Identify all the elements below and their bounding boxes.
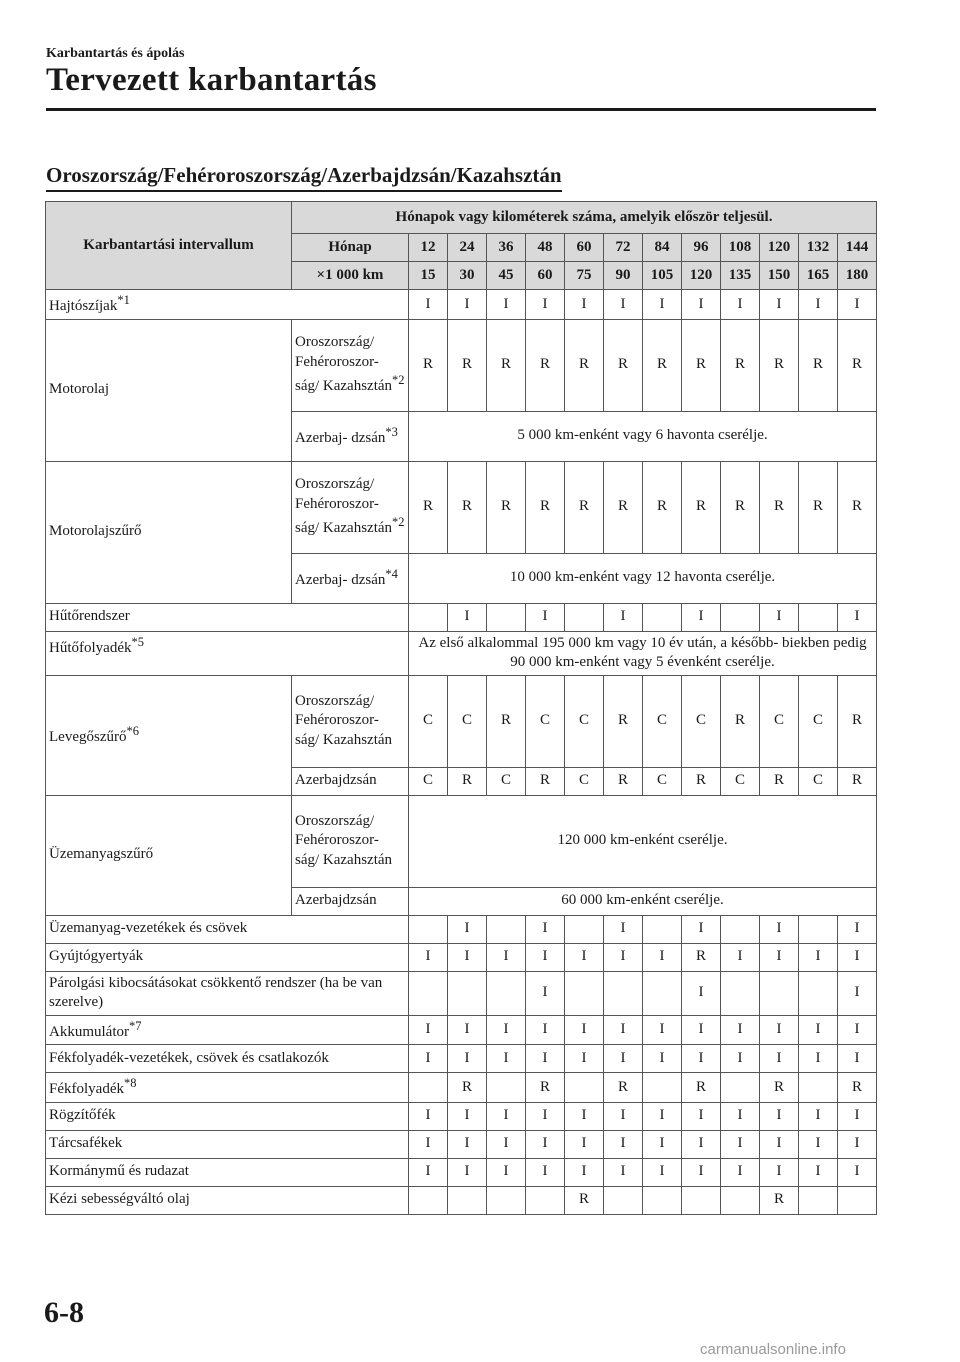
mark-cell: [721, 971, 760, 1015]
mark-cell: [799, 603, 838, 631]
mark-cell: I: [565, 1015, 604, 1045]
km-cell: 150: [760, 262, 799, 290]
mark-cell: I: [526, 943, 565, 971]
page-number: 6-8: [44, 1296, 84, 1329]
mark-cell: [526, 1186, 565, 1214]
interval-note: 60 000 km-enként cserélje.: [409, 887, 877, 915]
mark-cell: I: [799, 1045, 838, 1073]
mark-cell: R: [409, 319, 448, 411]
mark-cell: R: [487, 675, 526, 767]
mark-cell: I: [838, 1102, 877, 1130]
mark-cell: R: [448, 319, 487, 411]
table-row: [46, 603, 877, 631]
mark-cell: R: [682, 1073, 721, 1103]
mark-cell: R: [565, 319, 604, 411]
mark-cell: I: [409, 1130, 448, 1158]
km-cell: 180: [838, 262, 877, 290]
table-row: [46, 1158, 877, 1186]
mark-cell: [799, 1073, 838, 1103]
mark-cell: I: [643, 1045, 682, 1073]
mark-cell: I: [448, 1015, 487, 1045]
mark-cell: I: [838, 915, 877, 943]
mark-cell: I: [526, 1045, 565, 1073]
item-label: Motorolajszűrő: [46, 461, 292, 603]
table-row: [46, 795, 877, 887]
mark-cell: I: [721, 1130, 760, 1158]
mark-cell: [721, 603, 760, 631]
mark-cell: I: [409, 943, 448, 971]
mark-cell: I: [721, 1158, 760, 1186]
mark-cell: C: [448, 675, 487, 767]
item-label: Párolgási kibocsátásokat csökkentő rendszer (ha be van szerelve): [46, 971, 409, 1015]
mark-cell: R: [604, 767, 643, 795]
mark-cell: [643, 915, 682, 943]
mark-cell: I: [409, 1158, 448, 1186]
title-rule: [46, 108, 876, 111]
mark-cell: I: [526, 290, 565, 320]
mark-cell: R: [682, 319, 721, 411]
month-cell: 72: [604, 234, 643, 262]
mark-cell: I: [799, 290, 838, 320]
mark-cell: I: [721, 290, 760, 320]
item-label: Hajtószíjak$^{*1}$: [46, 290, 409, 320]
mark-cell: [409, 971, 448, 1015]
mark-cell: R: [721, 319, 760, 411]
mark-cell: R: [799, 319, 838, 411]
mark-cell: [643, 1073, 682, 1103]
mark-cell: [487, 971, 526, 1015]
item-label: Kézi sebességváltó olaj: [46, 1186, 409, 1214]
mark-cell: [565, 1073, 604, 1103]
mark-cell: I: [799, 1158, 838, 1186]
mark-cell: I: [448, 915, 487, 943]
km-cell: 45: [487, 262, 526, 290]
mark-cell: I: [682, 603, 721, 631]
mark-cell: I: [643, 290, 682, 320]
mark-cell: I: [760, 1015, 799, 1045]
mark-cell: I: [838, 943, 877, 971]
mark-cell: I: [409, 1015, 448, 1045]
mark-cell: [565, 971, 604, 1015]
km-cell: 135: [721, 262, 760, 290]
mark-cell: C: [409, 767, 448, 795]
mark-cell: R: [526, 319, 565, 411]
region-title: Oroszország/Fehéroroszország/Azerbajdzsán/Kazahsztán: [46, 163, 562, 192]
mark-cell: [565, 603, 604, 631]
mark-cell: R: [682, 943, 721, 971]
mark-cell: I: [487, 1015, 526, 1045]
interval-note: 10 000 km-enként vagy 12 havonta cserélje.: [409, 553, 877, 603]
mark-cell: R: [565, 461, 604, 553]
mark-cell: I: [604, 603, 643, 631]
table-row: [46, 1073, 877, 1103]
table-row: [46, 971, 877, 1015]
item-label: Tárcsafékek: [46, 1130, 409, 1158]
table-row: [46, 1186, 877, 1214]
mark-cell: [838, 1186, 877, 1214]
header-row-1: [46, 202, 877, 234]
sub-label: Azerbajdzsán: [292, 887, 409, 915]
mark-cell: [682, 1186, 721, 1214]
mark-cell: [409, 1186, 448, 1214]
mark-cell: I: [682, 915, 721, 943]
mark-cell: I: [487, 290, 526, 320]
mark-cell: C: [409, 675, 448, 767]
mark-cell: I: [487, 1045, 526, 1073]
mark-cell: I: [448, 943, 487, 971]
mark-cell: I: [604, 1045, 643, 1073]
mark-cell: [487, 603, 526, 631]
month-label: Hónap: [292, 234, 409, 262]
mark-cell: R: [760, 1186, 799, 1214]
km-cell: 90: [604, 262, 643, 290]
mark-cell: I: [448, 290, 487, 320]
mark-cell: R: [760, 461, 799, 553]
item-label: Fékfolyadék$^{*8}$: [46, 1073, 409, 1103]
section-label: Karbantartás és ápolás: [46, 46, 185, 61]
mark-cell: [604, 1186, 643, 1214]
mark-cell: I: [760, 1102, 799, 1130]
km-cell: 30: [448, 262, 487, 290]
mark-cell: I: [682, 1158, 721, 1186]
mark-cell: R: [838, 319, 877, 411]
mark-cell: I: [448, 1158, 487, 1186]
mark-cell: C: [565, 767, 604, 795]
mark-cell: [721, 1073, 760, 1103]
mark-cell: I: [838, 1130, 877, 1158]
mark-cell: R: [526, 1073, 565, 1103]
mark-cell: I: [604, 290, 643, 320]
mark-cell: I: [799, 1130, 838, 1158]
item-label: Kormánymű és rudazat: [46, 1158, 409, 1186]
item-label: Gyújtógyertyák: [46, 943, 409, 971]
mark-cell: [487, 1073, 526, 1103]
mark-cell: I: [682, 1102, 721, 1130]
month-cell: 12: [409, 234, 448, 262]
mark-cell: I: [526, 1015, 565, 1045]
mark-cell: I: [526, 1130, 565, 1158]
mark-cell: I: [682, 1015, 721, 1045]
mark-cell: [487, 1186, 526, 1214]
mark-cell: I: [721, 1015, 760, 1045]
item-label: Motorolaj: [46, 319, 292, 461]
table-row: [46, 1130, 877, 1158]
mark-cell: I: [409, 1045, 448, 1073]
mark-cell: I: [565, 1158, 604, 1186]
mark-cell: C: [487, 767, 526, 795]
mark-cell: R: [526, 461, 565, 553]
mark-cell: I: [643, 1102, 682, 1130]
mark-cell: I: [838, 603, 877, 631]
mark-cell: R: [604, 675, 643, 767]
mark-cell: I: [760, 603, 799, 631]
table-row: [46, 290, 877, 320]
mark-cell: R: [682, 461, 721, 553]
km-cell: 165: [799, 262, 838, 290]
mark-cell: [643, 1186, 682, 1214]
mark-cell: I: [682, 1130, 721, 1158]
mark-cell: C: [643, 767, 682, 795]
interval-note: 5 000 km-enként vagy 6 havonta cserélje.: [409, 411, 877, 461]
page-title: Tervezett karbantartás: [46, 62, 377, 98]
month-cell: 120: [760, 234, 799, 262]
mark-cell: R: [799, 461, 838, 553]
mark-cell: I: [838, 1015, 877, 1045]
mark-cell: R: [838, 1073, 877, 1103]
mark-cell: I: [604, 1130, 643, 1158]
sub-label: Azerbajdzsán: [292, 767, 409, 795]
mark-cell: R: [721, 675, 760, 767]
sub-label: Azerbaj- dzsán$^{*4}$: [292, 553, 409, 603]
month-cell: 36: [487, 234, 526, 262]
table-row: [46, 461, 877, 553]
mark-cell: I: [526, 915, 565, 943]
mark-cell: R: [721, 461, 760, 553]
table-row: [46, 943, 877, 971]
mark-cell: I: [721, 943, 760, 971]
km-label: ×1 000 km: [292, 262, 409, 290]
item-label: Akkumulátor$^{*7}$: [46, 1015, 409, 1045]
item-label: Hűtőfolyadék$^{*5}$: [46, 631, 409, 675]
mark-cell: I: [643, 1158, 682, 1186]
mark-cell: R: [838, 767, 877, 795]
mark-cell: C: [760, 675, 799, 767]
mark-cell: I: [760, 1045, 799, 1073]
mark-cell: R: [604, 461, 643, 553]
mark-cell: I: [760, 1158, 799, 1186]
mark-cell: C: [721, 767, 760, 795]
mark-cell: [721, 915, 760, 943]
mark-cell: I: [838, 1158, 877, 1186]
mark-cell: R: [448, 461, 487, 553]
sub-label: Oroszország/ Fehéroroszor- ság/ Kazahsztán$^{*2}$: [292, 319, 409, 411]
item-label: Levegőszűrő$^{*6}$: [46, 675, 292, 795]
month-cell: 144: [838, 234, 877, 262]
mark-cell: R: [604, 319, 643, 411]
mark-cell: [409, 1073, 448, 1103]
mark-cell: I: [799, 1102, 838, 1130]
table-row: [46, 915, 877, 943]
km-cell: 75: [565, 262, 604, 290]
sub-label: Oroszország/ Fehéroroszor- ság/ Kazahsztán: [292, 675, 409, 767]
mark-cell: [643, 603, 682, 631]
mark-cell: I: [487, 1102, 526, 1130]
sub-label: Oroszország/ Fehéroroszor- ság/ Kazahsztán$^{*2}$: [292, 461, 409, 553]
mark-cell: [760, 971, 799, 1015]
mark-cell: [604, 971, 643, 1015]
mark-cell: R: [526, 767, 565, 795]
mark-cell: I: [409, 290, 448, 320]
mark-cell: I: [448, 1130, 487, 1158]
mark-cell: I: [565, 1045, 604, 1073]
sub-label: Oroszország/ Fehéroroszor- ság/ Kazahsztán: [292, 795, 409, 887]
mark-cell: I: [682, 1045, 721, 1073]
mark-cell: I: [526, 603, 565, 631]
mark-cell: I: [643, 1015, 682, 1045]
km-cell: 120: [682, 262, 721, 290]
table-row: [46, 675, 877, 767]
mark-cell: [448, 971, 487, 1015]
km-cell: 60: [526, 262, 565, 290]
mark-cell: I: [487, 1130, 526, 1158]
mark-cell: [565, 915, 604, 943]
interval-note: Az első alkalommal 195 000 km vagy 10 év után, a később- biekben pedig 90 000 km-enként vagy 5 évenként cserélje.: [409, 631, 877, 675]
mark-cell: I: [565, 290, 604, 320]
mark-cell: R: [838, 461, 877, 553]
interval-header: Karbantartási intervallum: [46, 202, 292, 290]
table-row: [46, 1045, 877, 1073]
mark-cell: R: [487, 461, 526, 553]
mark-cell: I: [799, 1015, 838, 1045]
mark-cell: I: [526, 1102, 565, 1130]
item-label: Üzemanyag-vezetékek és csövek: [46, 915, 409, 943]
mark-cell: I: [565, 943, 604, 971]
mark-cell: R: [448, 767, 487, 795]
mark-cell: R: [838, 675, 877, 767]
km-cell: 105: [643, 262, 682, 290]
month-cell: 60: [565, 234, 604, 262]
mark-cell: I: [526, 1158, 565, 1186]
mark-cell: R: [448, 1073, 487, 1103]
mark-cell: I: [604, 1158, 643, 1186]
mark-cell: C: [799, 767, 838, 795]
month-cell: 24: [448, 234, 487, 262]
mark-cell: C: [526, 675, 565, 767]
mark-cell: R: [760, 319, 799, 411]
mark-cell: I: [604, 915, 643, 943]
mark-cell: R: [565, 1186, 604, 1214]
table-row: [46, 1102, 877, 1130]
mark-cell: I: [526, 971, 565, 1015]
mark-cell: I: [565, 1130, 604, 1158]
mark-cell: I: [409, 1102, 448, 1130]
mark-cell: R: [643, 319, 682, 411]
mark-cell: I: [487, 1158, 526, 1186]
mark-cell: C: [643, 675, 682, 767]
month-cell: 48: [526, 234, 565, 262]
mark-cell: C: [682, 675, 721, 767]
item-label: Fékfolyadék-vezetékek, csövek és csatlakozók: [46, 1045, 409, 1073]
mark-cell: R: [682, 767, 721, 795]
mark-cell: I: [760, 290, 799, 320]
mark-cell: I: [565, 1102, 604, 1130]
mark-cell: I: [448, 603, 487, 631]
mark-cell: [409, 603, 448, 631]
mark-cell: R: [760, 767, 799, 795]
maintenance-schedule-table: [45, 201, 877, 1215]
mark-cell: I: [682, 971, 721, 1015]
mark-cell: C: [799, 675, 838, 767]
mark-cell: [799, 971, 838, 1015]
item-label: Hűtőrendszer: [46, 603, 409, 631]
month-cell: 108: [721, 234, 760, 262]
mark-cell: I: [799, 943, 838, 971]
mark-cell: I: [604, 1102, 643, 1130]
month-cell: 132: [799, 234, 838, 262]
mark-cell: [643, 971, 682, 1015]
mark-cell: I: [448, 1102, 487, 1130]
mark-cell: I: [448, 1045, 487, 1073]
mark-cell: I: [487, 943, 526, 971]
table-row: [46, 631, 877, 675]
mark-cell: C: [565, 675, 604, 767]
month-cell: 84: [643, 234, 682, 262]
table-row: [46, 1015, 877, 1045]
month-cell: 96: [682, 234, 721, 262]
mark-cell: I: [682, 290, 721, 320]
watermark: carmanualsonline.info: [700, 1341, 846, 1358]
mark-cell: [448, 1186, 487, 1214]
mark-cell: R: [487, 319, 526, 411]
mark-cell: R: [643, 461, 682, 553]
mark-cell: I: [760, 1130, 799, 1158]
mark-cell: I: [643, 943, 682, 971]
mark-cell: [409, 915, 448, 943]
interval-note: 120 000 km-enként cserélje.: [409, 795, 877, 887]
mark-cell: I: [760, 943, 799, 971]
mark-cell: I: [838, 971, 877, 1015]
mark-cell: [799, 1186, 838, 1214]
mark-cell: R: [409, 461, 448, 553]
item-label: Rögzítőfék: [46, 1102, 409, 1130]
mark-cell: I: [604, 943, 643, 971]
mark-cell: I: [604, 1015, 643, 1045]
table-row: [46, 319, 877, 411]
mark-cell: I: [760, 915, 799, 943]
mark-cell: [799, 915, 838, 943]
km-cell: 15: [409, 262, 448, 290]
mark-cell: [487, 915, 526, 943]
mark-cell: R: [604, 1073, 643, 1103]
item-label: Üzemanyagszűrő: [46, 795, 292, 915]
mark-cell: I: [643, 1130, 682, 1158]
mark-cell: I: [721, 1045, 760, 1073]
mark-cell: I: [838, 1045, 877, 1073]
mark-cell: R: [760, 1073, 799, 1103]
months-km-header: Hónapok vagy kilométerek száma, amelyik először teljesül.: [292, 202, 877, 234]
mark-cell: [721, 1186, 760, 1214]
sub-label: Azerbaj- dzsán$^{*3}$: [292, 411, 409, 461]
mark-cell: I: [838, 290, 877, 320]
mark-cell: I: [721, 1102, 760, 1130]
